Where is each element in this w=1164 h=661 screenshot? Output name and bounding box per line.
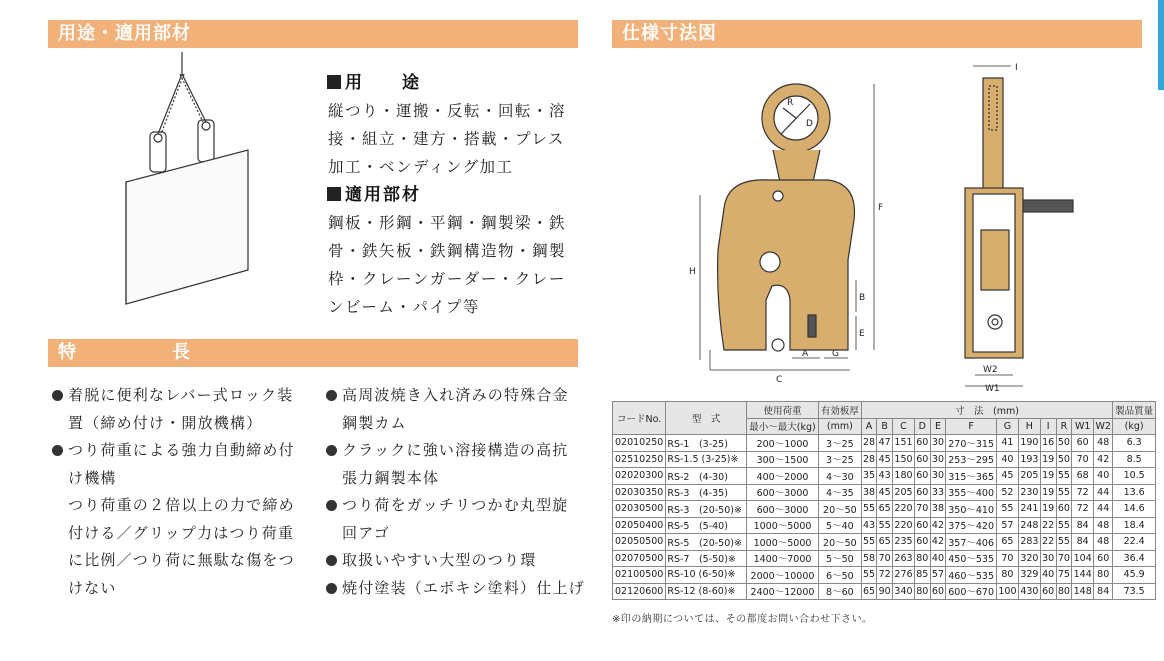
cell-dim-F: 270～315	[946, 435, 997, 452]
usage-line: 加工・ベンディング加工	[328, 158, 514, 176]
cell-dim-E: 42	[930, 534, 946, 551]
cell-dim-I: 22	[1040, 534, 1056, 551]
cell-dim-D: 60	[914, 468, 930, 485]
cell-dim-H: 329	[1018, 567, 1040, 584]
cell-dim-B: 43	[877, 468, 893, 485]
dim-label-R: R	[787, 98, 794, 108]
dim-label-A: A	[802, 349, 809, 359]
cell-weight: 8.5	[1113, 451, 1156, 468]
feature-item	[326, 547, 588, 575]
feature-line: 回アゴ	[342, 523, 390, 542]
feature-line: クラックに強い溶接構造の高抗	[342, 441, 569, 459]
cell-dim-G: 80	[996, 567, 1018, 584]
feature-line: 張力鋼製本体	[342, 468, 440, 487]
materials-line: 枠・クレーンガーダー・クレー	[328, 270, 566, 288]
col-dim-W2: W2	[1094, 418, 1113, 435]
materials-lines	[328, 209, 566, 321]
table-row	[613, 567, 1156, 584]
table-row	[613, 583, 1156, 600]
cell-dim-E: 38	[930, 501, 946, 518]
cell-range: 5～40	[819, 517, 862, 534]
cell-range: 5～50	[819, 550, 862, 567]
cell-dim-D: 60	[914, 517, 930, 534]
dim-label-D: D	[806, 119, 813, 129]
col-range-sub: (mm)	[819, 418, 862, 435]
cell-dim-H: 283	[1018, 534, 1040, 551]
materials-heading	[327, 180, 421, 205]
cell-weight: 18.4	[1113, 517, 1156, 534]
cell-model: RS-5 (5-40)	[666, 517, 747, 534]
cell-dim-R: 55	[1056, 534, 1072, 551]
cell-dim-W1: 104	[1072, 550, 1094, 567]
cell-dim-E: 30	[930, 468, 946, 485]
col-dim-C: C	[893, 418, 915, 435]
cell-dim-F: 350～410	[946, 501, 997, 518]
cell-dim-B: 65	[877, 534, 893, 551]
usage-heading	[327, 68, 421, 93]
cell-dim-G: 70	[996, 550, 1018, 567]
cell-dim-B: 47	[877, 435, 893, 452]
cell-code: 02510250	[613, 451, 666, 468]
cell-dim-R: 80	[1056, 583, 1072, 600]
cell-load: 600～3000	[746, 484, 818, 501]
cell-dim-G: 41	[996, 435, 1018, 452]
cell-dim-F: 357～406	[946, 534, 997, 551]
cell-dim-A: 28	[861, 451, 877, 468]
cell-dim-B: 55	[877, 517, 893, 534]
cell-dim-W2: 48	[1094, 534, 1113, 551]
cell-dim-C: 205	[893, 484, 915, 501]
cell-weight: 36.4	[1113, 550, 1156, 567]
cell-dim-B: 65	[877, 501, 893, 518]
cell-dim-I: 19	[1040, 451, 1056, 468]
feature-line: けない	[68, 578, 117, 597]
cell-dim-R: 55	[1056, 468, 1072, 485]
col-weight-sub: (kg)	[1113, 418, 1156, 435]
materials-line: 骨・鉄矢板・鉄鋼構造物・鋼製	[328, 242, 567, 260]
col-dim-R: R	[1056, 418, 1072, 435]
cell-range: 4～30	[819, 468, 862, 485]
feature-line: 鋼製カム	[342, 413, 407, 432]
cell-dim-I: 60	[1040, 583, 1056, 600]
cell-dim-A: 38	[861, 484, 877, 501]
cell-dim-R: 70	[1056, 550, 1072, 567]
dim-label-W1: W1	[985, 384, 1000, 392]
feature-item	[326, 492, 588, 547]
feature-line: つり荷をガッチリつかむ丸型旋	[342, 496, 569, 514]
cell-dim-C: 340	[893, 583, 915, 600]
cell-dim-I: 16	[1040, 435, 1056, 452]
cell-load: 600～3000	[746, 501, 818, 518]
cell-dim-R: 50	[1056, 451, 1072, 468]
cell-load: 200～1000	[746, 435, 818, 452]
cell-dim-W1: 144	[1072, 567, 1094, 584]
spec-table	[612, 401, 1156, 600]
dim-label-B: B	[859, 293, 866, 303]
cell-dim-A: 55	[861, 534, 877, 551]
cell-dim-A: 65	[861, 583, 877, 600]
spec-table-body	[613, 435, 1156, 600]
cell-load: 1000～5000	[746, 534, 818, 551]
table-row	[613, 534, 1156, 551]
cell-dim-R: 55	[1056, 517, 1072, 534]
cell-dim-A: 28	[861, 435, 877, 452]
col-dim-F: F	[946, 418, 997, 435]
cell-dim-F: 253～295	[946, 451, 997, 468]
feature-line: 置（締め付け・開放機構）	[68, 413, 263, 432]
bullet-dot-icon	[326, 390, 337, 401]
bullet-dot-icon	[326, 583, 337, 594]
cell-dim-D: 80	[914, 550, 930, 567]
cell-dim-R: 50	[1056, 435, 1072, 452]
cell-model: RS-5 (20-50)※	[666, 534, 747, 551]
col-dim-W1: W1	[1072, 418, 1094, 435]
bullet-dot-icon	[326, 445, 337, 456]
cell-dim-G: 100	[996, 583, 1018, 600]
feature-line: 焼付塗装（エポキシ塗料）仕上げ	[342, 578, 585, 597]
cell-dim-R: 75	[1056, 567, 1072, 584]
cell-dim-W2: 48	[1094, 517, 1113, 534]
materials-line: 鋼板・形鋼・平鋼・鋼製梁・鉄	[328, 214, 567, 232]
cell-dim-W2: 80	[1094, 567, 1113, 584]
cell-dim-D: 60	[914, 534, 930, 551]
dim-label-C: C	[776, 375, 783, 385]
cell-weight: 22.4	[1113, 534, 1156, 551]
cell-weight: 6.3	[1113, 435, 1156, 452]
cell-dim-W1: 70	[1072, 451, 1094, 468]
col-dim-B: B	[877, 418, 893, 435]
cell-model: RS-3 (20-50)※	[666, 501, 747, 518]
cell-dim-A: 58	[861, 550, 877, 567]
cell-dim-G: 52	[996, 484, 1018, 501]
cell-dim-H: 230	[1018, 484, 1040, 501]
usage-heading-text: 用 途	[345, 73, 421, 93]
col-load: 使用荷重	[746, 402, 818, 419]
cell-model: RS-1 (3-25)	[666, 435, 747, 452]
feature-line: 着脱に便利なレバー式ロック装	[68, 386, 294, 404]
cell-weight: 73.5	[1113, 583, 1156, 600]
feature-item	[326, 382, 588, 437]
cell-dim-E: 30	[930, 451, 946, 468]
cell-dim-A: 43	[861, 517, 877, 534]
cell-load: 2400～12000	[746, 583, 818, 600]
cell-dim-B: 90	[877, 583, 893, 600]
cell-range: 3～25	[819, 451, 862, 468]
cell-dim-A: 55	[861, 501, 877, 518]
cell-dim-C: 235	[893, 534, 915, 551]
cell-range: 6～50	[819, 567, 862, 584]
cell-dim-E: 30	[930, 435, 946, 452]
feature-item	[326, 575, 588, 603]
cell-dim-D: 60	[914, 484, 930, 501]
cell-dim-W2: 44	[1094, 501, 1113, 518]
col-code: コードNo.	[613, 402, 666, 435]
cell-dim-G: 45	[996, 468, 1018, 485]
cell-dim-R: 60	[1056, 501, 1072, 518]
cell-range: 4～35	[819, 484, 862, 501]
cell-dim-E: 42	[930, 517, 946, 534]
cell-model: RS-3 (4-35)	[666, 484, 747, 501]
cell-model: RS-7 (5-50)※	[666, 550, 747, 567]
cell-range: 20～50	[819, 534, 862, 551]
features-left-list	[52, 382, 312, 602]
bullet-dot-icon	[326, 555, 337, 566]
cell-dim-W1: 72	[1072, 484, 1094, 501]
dim-label-E: E	[859, 329, 865, 339]
cell-dim-D: 60	[914, 435, 930, 452]
cell-dim-G: 55	[996, 501, 1018, 518]
table-row	[613, 501, 1156, 518]
materials-heading-text: 適用部材	[345, 185, 421, 205]
cell-dim-G: 57	[996, 517, 1018, 534]
cell-dim-A: 35	[861, 468, 877, 485]
cell-dim-B: 70	[877, 550, 893, 567]
cell-dim-I: 19	[1040, 501, 1056, 518]
bullet-dot-icon	[326, 500, 337, 511]
cell-dim-H: 241	[1018, 501, 1040, 518]
col-dim-D: D	[914, 418, 930, 435]
cell-dim-G: 65	[996, 534, 1018, 551]
cell-dim-W2: 48	[1094, 435, 1113, 452]
cell-dim-I: 19	[1040, 484, 1056, 501]
cell-dim-W2: 42	[1094, 451, 1113, 468]
cell-dim-D: 80	[914, 583, 930, 600]
col-dims: 寸 法 (mm)	[861, 402, 1113, 419]
col-dim-G: G	[996, 418, 1018, 435]
cell-dim-W2: 60	[1094, 550, 1113, 567]
table-row	[613, 550, 1156, 567]
cell-load: 300～1500	[746, 451, 818, 468]
cell-model: RS-2 (4-30)	[666, 468, 747, 485]
cell-code: 02010250	[613, 435, 666, 452]
col-range: 有効板厚	[819, 402, 862, 419]
cell-dim-D: 85	[914, 567, 930, 584]
cell-code: 02020300	[613, 468, 666, 485]
cell-dim-D: 70	[914, 501, 930, 518]
cell-dim-H: 320	[1018, 550, 1040, 567]
col-load-sub: 最小～最大(kg)	[746, 418, 818, 435]
usage-line: 縦つり・運搬・反転・回転・溶	[328, 102, 567, 120]
col-model: 型 式	[666, 402, 747, 435]
cell-dim-B: 45	[877, 451, 893, 468]
cell-code: 02030500	[613, 501, 666, 518]
feature-item	[52, 437, 312, 602]
cell-code: 02050500	[613, 534, 666, 551]
feature-item	[52, 382, 312, 437]
cell-code: 02030350	[613, 484, 666, 501]
cell-dim-I: 30	[1040, 550, 1056, 567]
cell-dim-H: 190	[1018, 435, 1040, 452]
cell-code: 02100500	[613, 567, 666, 584]
cell-dim-C: 220	[893, 517, 915, 534]
feature-line: け機構	[68, 468, 117, 487]
feature-line: 付ける／グリップ力はつり荷重	[68, 523, 295, 542]
cell-model: RS-1.5 (3-25)※	[666, 451, 747, 468]
col-dim-I: I	[1040, 418, 1056, 435]
cell-dim-W1: 84	[1072, 517, 1094, 534]
cell-dim-I: 40	[1040, 567, 1056, 584]
cell-dim-C: 220	[893, 501, 915, 518]
cell-dim-I: 19	[1040, 468, 1056, 485]
table-row	[613, 451, 1156, 468]
cell-dim-C: 263	[893, 550, 915, 567]
feature-line: 取扱いやすい大型のつり環	[342, 551, 537, 569]
cell-dim-W2: 84	[1094, 583, 1113, 600]
cell-dim-W1: 72	[1072, 501, 1094, 518]
cell-weight: 13.6	[1113, 484, 1156, 501]
feature-item	[326, 437, 588, 492]
cell-load: 1000～5000	[746, 517, 818, 534]
cell-code: 02070500	[613, 550, 666, 567]
usage-section-title: 用途・適用部材	[48, 20, 578, 48]
cell-code: 02120600	[613, 583, 666, 600]
col-dim-A: A	[861, 418, 877, 435]
square-bullet-icon	[327, 75, 341, 89]
col-weight: 製品質量	[1113, 402, 1156, 419]
cell-dim-D: 60	[914, 451, 930, 468]
table-row	[613, 484, 1156, 501]
dim-label-G: G	[832, 349, 839, 359]
col-dim-H: H	[1018, 418, 1040, 435]
delivery-note: ※印の納期については、その都度お問い合わせ下さい。	[612, 614, 873, 625]
cell-dim-I: 22	[1040, 517, 1056, 534]
cell-dim-F: 600～670	[946, 583, 997, 600]
cell-dim-F: 315～365	[946, 468, 997, 485]
cell-dim-E: 60	[930, 583, 946, 600]
cell-range: 8～60	[819, 583, 862, 600]
cell-dim-W1: 60	[1072, 435, 1094, 452]
cell-dim-W2: 44	[1094, 484, 1113, 501]
cell-dim-F: 450～535	[946, 550, 997, 567]
side-view-drawing	[945, 60, 1085, 392]
cell-dim-H: 430	[1018, 583, 1040, 600]
dim-label-W2: W2	[983, 365, 998, 375]
cell-dim-F: 375～420	[946, 517, 997, 534]
materials-line: ンビーム・パイプ等	[328, 298, 480, 316]
usage-lines	[328, 97, 566, 181]
cell-range: 20～50	[819, 501, 862, 518]
feature-line: つり荷重の２倍以上の力で締め	[68, 496, 295, 514]
cell-load: 2000～10000	[746, 567, 818, 584]
page-edge-tab	[1158, 0, 1164, 90]
feature-line: 高周波焼き入れ済みの特殊合金	[342, 386, 569, 404]
square-bullet-icon	[327, 187, 341, 201]
table-row	[613, 435, 1156, 452]
table-row	[613, 468, 1156, 485]
cell-dim-A: 55	[861, 567, 877, 584]
cell-dim-C: 151	[893, 435, 915, 452]
dim-label-I: I	[1015, 63, 1018, 73]
cell-dim-F: 460～535	[946, 567, 997, 584]
feature-line: に比例／つり荷に無駄な傷をつ	[68, 551, 295, 569]
col-dim-E: E	[930, 418, 946, 435]
cell-range: 3～25	[819, 435, 862, 452]
cell-dim-F: 355～400	[946, 484, 997, 501]
cell-load: 400～2000	[746, 468, 818, 485]
cell-dim-W1: 148	[1072, 583, 1094, 600]
cell-model: RS-10 (6-50)※	[666, 567, 747, 584]
cell-dim-H: 205	[1018, 468, 1040, 485]
cell-dim-B: 45	[877, 484, 893, 501]
spec-section-title: 仕様寸法図	[612, 20, 1142, 48]
features-section-title: 特 長	[48, 339, 578, 367]
cell-weight: 10.5	[1113, 468, 1156, 485]
cell-dim-G: 40	[996, 451, 1018, 468]
cell-dim-E: 33	[930, 484, 946, 501]
cell-load: 1400～7000	[746, 550, 818, 567]
cell-dim-C: 150	[893, 451, 915, 468]
table-header-row	[613, 402, 1156, 419]
cell-dim-H: 193	[1018, 451, 1040, 468]
cell-code: 02050400	[613, 517, 666, 534]
cell-dim-H: 248	[1018, 517, 1040, 534]
cell-dim-C: 276	[893, 567, 915, 584]
features-right-list	[326, 382, 588, 602]
table-row	[613, 517, 1156, 534]
cell-weight: 45.9	[1113, 567, 1156, 584]
bullet-dot-icon	[52, 390, 63, 401]
front-view-drawing	[688, 60, 898, 392]
dim-label-H: H	[689, 267, 696, 277]
cell-dim-W2: 40	[1094, 468, 1113, 485]
dim-label-F: F	[878, 203, 884, 213]
feature-line: つり荷重による強力自動締め付	[68, 441, 295, 459]
usage-illustration	[110, 52, 270, 314]
usage-line: 接・組立・建方・搭載・プレス	[328, 130, 565, 148]
cell-model: RS-12 (8-60)※	[666, 583, 747, 600]
cell-weight: 14.6	[1113, 501, 1156, 518]
cell-dim-W1: 84	[1072, 534, 1094, 551]
cell-dim-E: 40	[930, 550, 946, 567]
cell-dim-W1: 68	[1072, 468, 1094, 485]
cell-dim-B: 72	[877, 567, 893, 584]
cell-dim-E: 57	[930, 567, 946, 584]
cell-dim-C: 180	[893, 468, 915, 485]
cell-dim-R: 55	[1056, 484, 1072, 501]
bullet-dot-icon	[52, 445, 63, 456]
